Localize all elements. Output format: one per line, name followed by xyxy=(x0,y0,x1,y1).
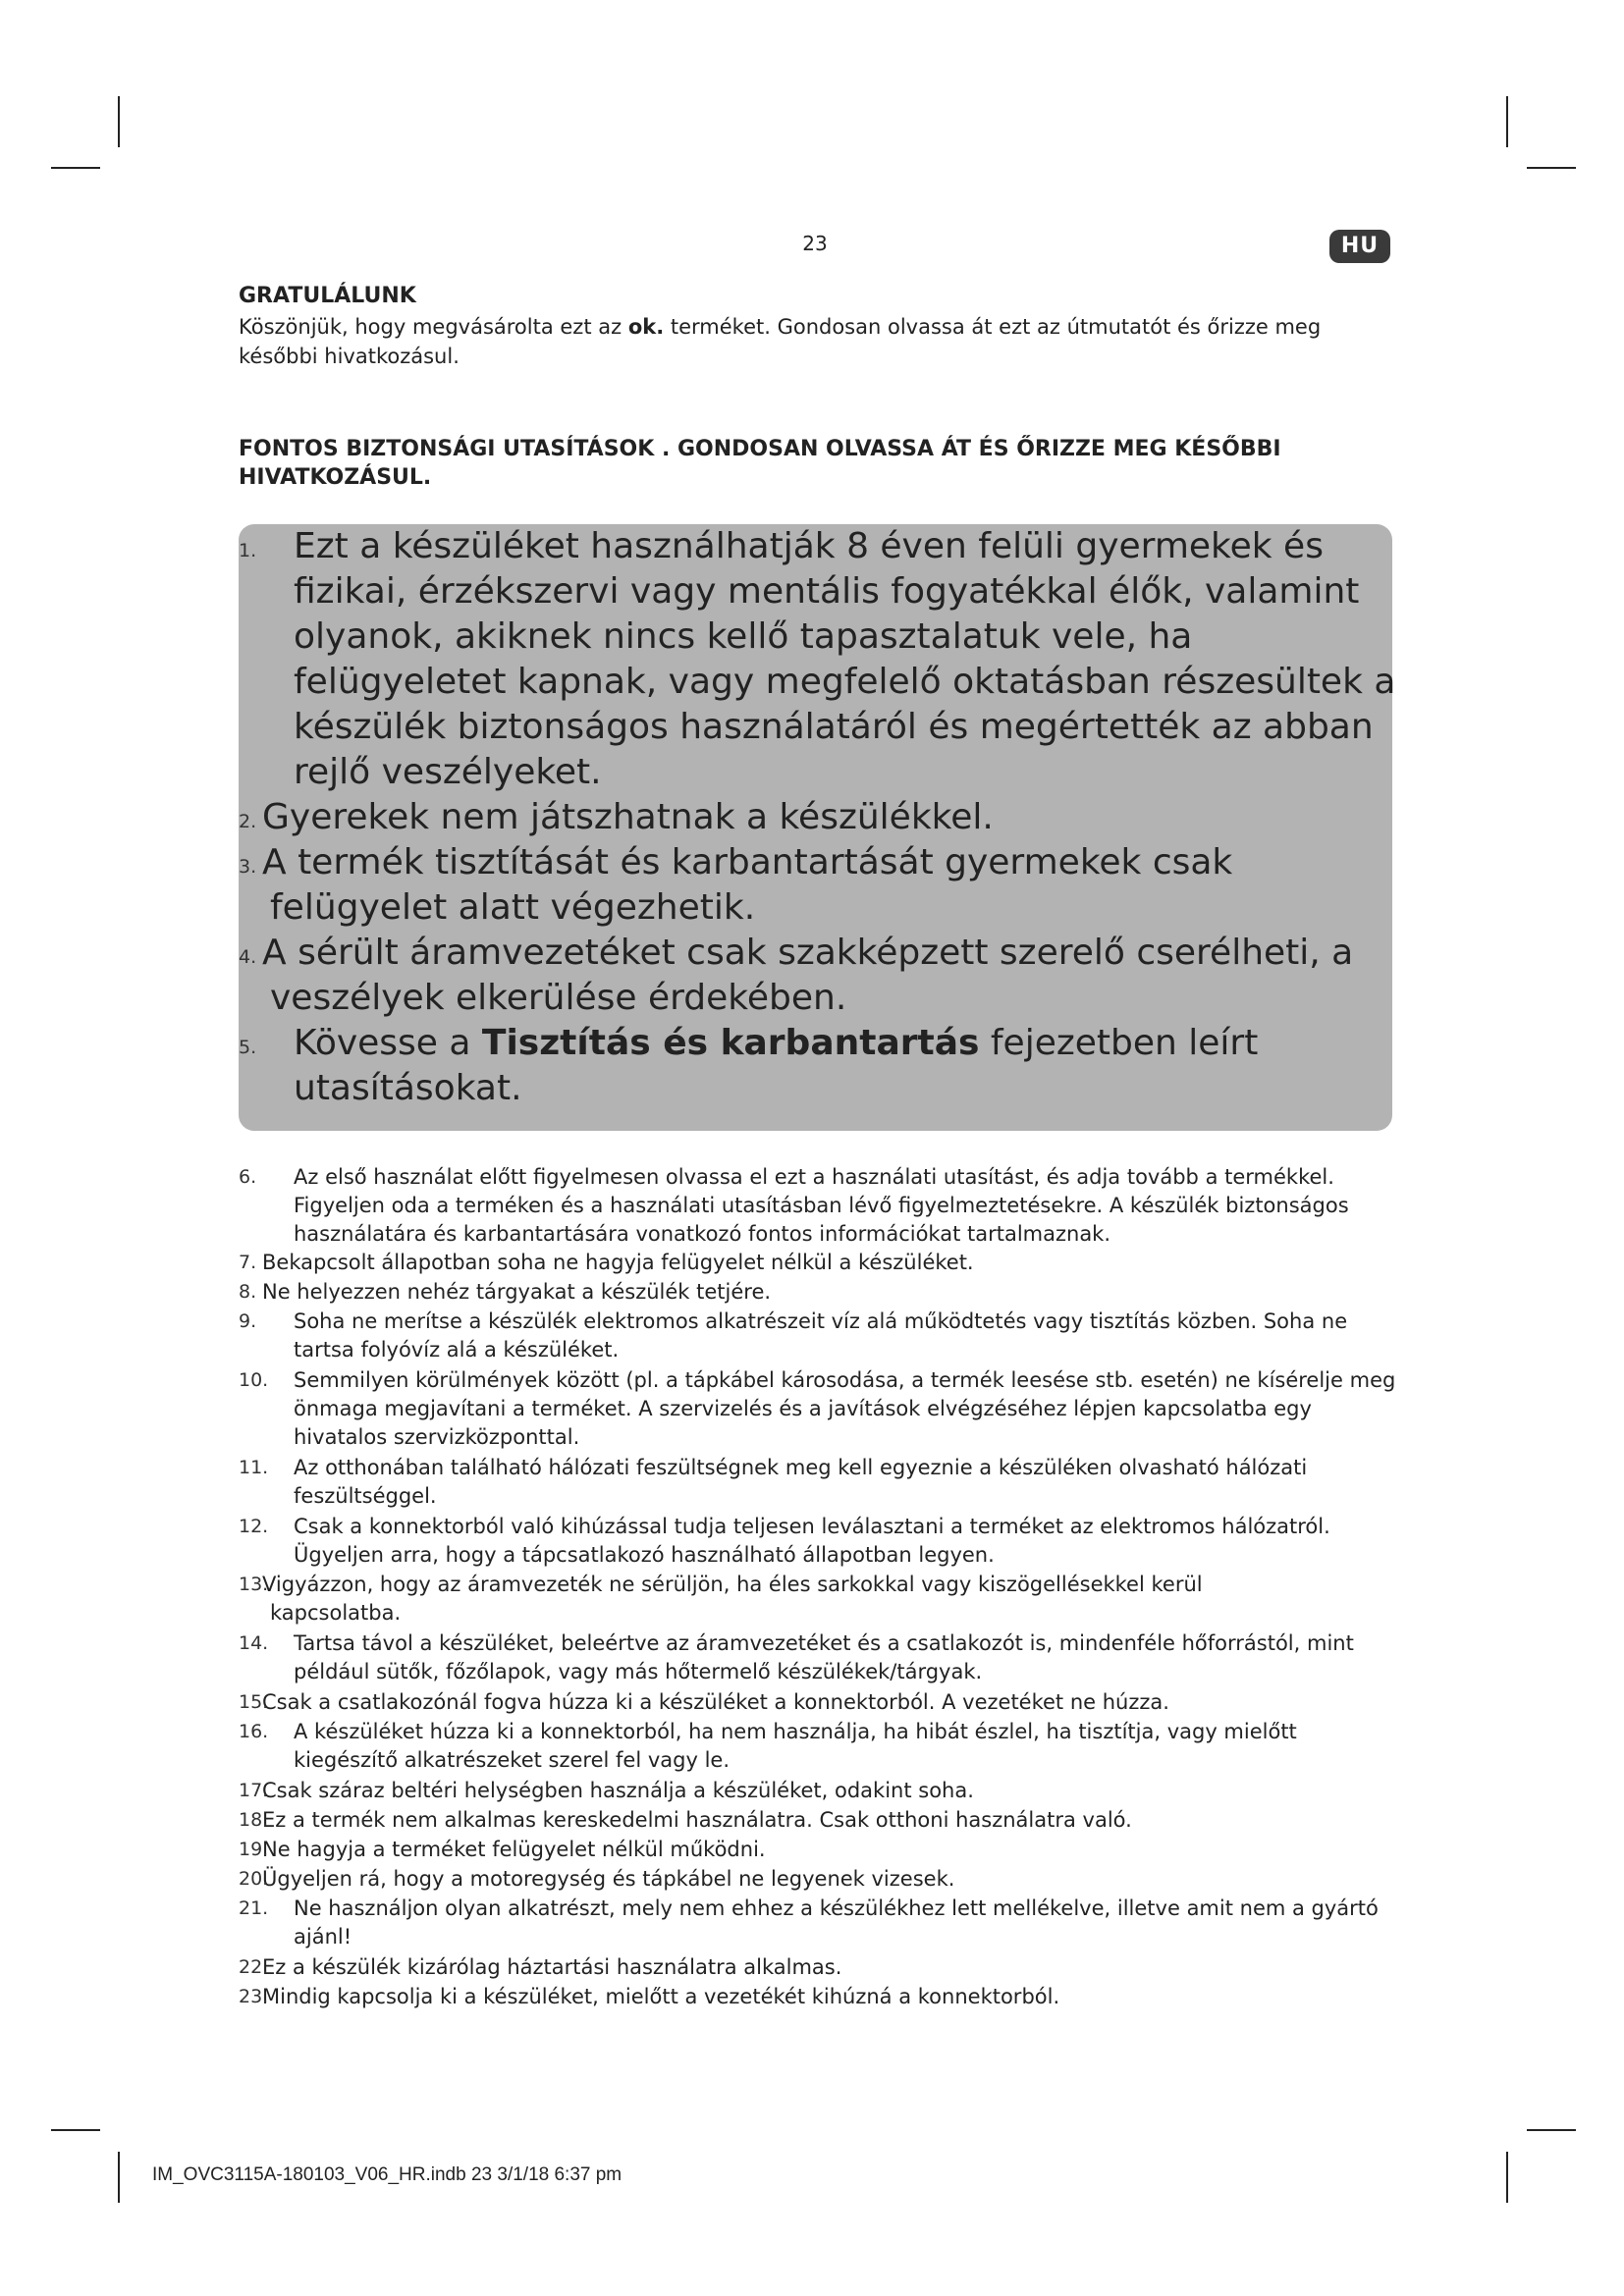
brand-name: ok. xyxy=(627,315,665,339)
item-text-cont: veszélyek elkerülése érdekében. xyxy=(270,978,847,1018)
item-number: 21. xyxy=(239,1897,269,1919)
highlighted-item xyxy=(239,795,1407,840)
list-item xyxy=(239,1688,1397,1717)
list-item xyxy=(239,1806,1397,1835)
item-number: 14. xyxy=(239,1632,269,1654)
thanks-text-end: terméket. Gondosan olvassa át ezt az útmutatót és őrizze meg későbbi hivatkozásul. xyxy=(239,315,1322,368)
congrats-heading: GRATULÁLUNK xyxy=(239,284,416,308)
item-text: Csak a csatlakozónál fogva húzza ki a készüléket a konnektorból. A vezetéket ne húzza. xyxy=(262,1690,1169,1714)
item-text: A termék tisztítását és karbantartását gyermekek csak xyxy=(262,842,1233,882)
item-number: 1. xyxy=(239,540,257,561)
crop-mark xyxy=(1527,2129,1576,2131)
item-number: 6. xyxy=(239,1166,257,1188)
list-item xyxy=(239,1278,1397,1307)
thanks-text: Köszönjük, hogy megvásárolta ezt az xyxy=(239,315,628,339)
item-number: 17. xyxy=(239,1780,269,1801)
thanks-paragraph xyxy=(239,312,1397,371)
list-item xyxy=(239,1718,1397,1775)
list-item xyxy=(239,1571,1397,1628)
item-number: 3. xyxy=(239,856,257,878)
list-item xyxy=(239,1629,1397,1686)
item-text: Gyerekek nem játszhatnak a készülékkel. xyxy=(262,797,994,837)
item-text: Soha ne merítse a készülék elektromos alkatrészeit víz alá működtetés vagy tisztítás közben. Soha ne tartsa folyóvíz alá a készüléket. xyxy=(294,1309,1348,1362)
highlighted-item xyxy=(239,524,1407,795)
list-item xyxy=(239,1895,1397,1951)
list-item xyxy=(239,1953,1397,1982)
list-item xyxy=(239,1454,1397,1511)
item-text-cont: felügyelet alatt végezhetik. xyxy=(270,887,756,928)
item-number: 7. xyxy=(239,1252,257,1273)
crop-mark xyxy=(118,2152,120,2203)
item-text: Tartsa távol a készüléket, beleértve az áramvezetéket és a csatlakozót is, mindenféle hőforrástól, mint például sütők, főzőlapok, vagy más hőtermelő készülékek/tárgyak. xyxy=(294,1631,1354,1683)
crop-mark xyxy=(1506,96,1508,147)
list-item xyxy=(239,1836,1397,1864)
item-text: A készüléket húzza ki a konnektorból, ha nem használja, ha hibát észlel, ha tisztítja, vagy mielőtt kiegészítő alkatrészeket szerel fel vagy le. xyxy=(294,1720,1297,1772)
item-text: Ügyeljen rá, hogy a motoregység és tápkábel ne legyenek vizesek. xyxy=(262,1867,955,1891)
item-text: Semmilyen körülmények között (pl. a tápkábel károsodása, a termék leesése stb. esetén) ne kísérelje meg önmaga megjavítani a terméket. A szervizelés és a javítások elvégzéséhez lépjen kapcsolatba egy hivatalos szervizközponttal. xyxy=(294,1368,1396,1449)
item-text: Ez a termék nem alkalmas kereskedelmi használatra. Csak otthoni használatra való. xyxy=(262,1808,1132,1832)
item-text: Az otthonában található hálózati feszültségnek meg kell egyeznie a készüléken olvasható hálózati feszültséggel. xyxy=(294,1456,1308,1508)
item-text-start: Kövesse a xyxy=(294,1023,482,1063)
item-text: Ez a készülék kizárólag háztartási használatra alkalmas. xyxy=(262,1955,842,1979)
crop-mark xyxy=(118,96,120,147)
chapter-reference: Tisztítás és karbantartás xyxy=(481,1023,980,1063)
page-number: 23 xyxy=(802,232,828,255)
footer-file-info: IM_OVC3115A-180103_V06_HR.indb 23 3/1/18 6:37 pm xyxy=(152,2164,623,2185)
item-text: Vigyázzon, hogy az áramvezeték ne sérüljön, ha éles sarkokkal vagy kiszögellésekkel kerül xyxy=(262,1573,1203,1596)
item-text xyxy=(239,1021,1407,1111)
list-item xyxy=(239,1983,1397,2011)
item-number: 12. xyxy=(239,1516,269,1537)
item-number: 13. xyxy=(239,1574,269,1595)
list-item xyxy=(239,1366,1397,1452)
list-item xyxy=(239,1513,1397,1570)
list-item xyxy=(239,1777,1397,1805)
highlighted-item xyxy=(239,931,1407,1021)
crop-mark xyxy=(1506,2152,1508,2203)
list-item xyxy=(239,1308,1397,1364)
highlighted-item xyxy=(239,1021,1407,1111)
item-number: 9. xyxy=(239,1310,257,1332)
item-number: 19. xyxy=(239,1839,269,1860)
item-text: Az első használat előtt figyelmesen olvassa el ezt a használati utasítást, és adja tovább a termékkel. Figyeljen oda a terméken és a használati utasításban lévő figyelmeztetésekre. A készülék biztonságos használatára és karbantartására vonatkozó fontos információkat tartalmaznak. xyxy=(294,1165,1349,1246)
item-number: 23. xyxy=(239,1986,269,2007)
item-number: 15. xyxy=(239,1691,269,1713)
item-text: Csak száraz beltéri helységben használja a készüléket, odakint soha. xyxy=(262,1779,974,1802)
item-number: 10. xyxy=(239,1369,269,1391)
item-text: Ezt a készüléket használhatják 8 éven felüli gyermekek és fizikai, érzékszervi vagy mentális fogyatékkal élők, valamint olyanok, akiknek nincs kellő tapasztalatuk vele, ha felügyeletet kapnak, vagy megfelelő oktatásban részesültek a készülék biztonságos használatáról és megértették az abban rejlő veszélyeket. xyxy=(294,526,1396,792)
list-item xyxy=(239,1865,1397,1894)
item-text: Ne használjon olyan alkatrészt, mely nem ehhez a készülékhez lett mellékelve, illetve amit nem a gyártó ajánl! xyxy=(294,1896,1379,1949)
highlighted-item xyxy=(239,840,1407,931)
item-text: A sérült áramvezetéket csak szakképzett szerelő cserélheti, a xyxy=(262,933,1354,973)
item-text: Csak a konnektorból való kihúzással tudja teljesen leválasztani a terméket az elektromos hálózatról. Ügyeljen arra, hogy a tápcsatlakozó használható állapotban legyen. xyxy=(294,1515,1330,1567)
item-number: 8. xyxy=(239,1281,257,1303)
safety-heading: FONTOS BIZTONSÁGI UTASÍTÁSOK . GONDOSAN OLVASSA ÁT ÉS ŐRIZZE MEG KÉSŐBBI HIVATKOZÁSUL. xyxy=(239,437,1281,490)
item-number: 2. xyxy=(239,811,257,832)
item-number: 20. xyxy=(239,1868,269,1890)
list-item xyxy=(239,1249,1397,1277)
item-text: Bekapcsolt állapotban soha ne hagyja felügyelet nélkül a készüléket. xyxy=(262,1251,974,1274)
language-badge: HU xyxy=(1329,230,1390,263)
crop-mark xyxy=(51,167,100,169)
item-text-cont: kapcsolatba. xyxy=(270,1601,402,1625)
item-text-end: fejezetben leírt utasításokat. xyxy=(294,1023,1259,1108)
item-number: 4. xyxy=(239,946,257,968)
crop-mark xyxy=(51,2129,100,2131)
item-number: 11. xyxy=(239,1457,269,1478)
item-text: Ne hagyja a terméket felügyelet nélkül működni. xyxy=(262,1838,766,1861)
item-text: Ne helyezzen nehéz tárgyakat a készülék tetjére. xyxy=(262,1280,772,1304)
item-text: Mindig kapcsolja ki a készüléket, mielőtt a vezetékét kihúzná a konnektorból. xyxy=(262,1985,1060,2008)
item-number: 5. xyxy=(239,1037,257,1058)
list-item xyxy=(239,1163,1397,1249)
crop-mark xyxy=(1527,167,1576,169)
item-number: 22. xyxy=(239,1956,269,1978)
item-number: 18. xyxy=(239,1809,269,1831)
item-number: 16. xyxy=(239,1721,269,1742)
